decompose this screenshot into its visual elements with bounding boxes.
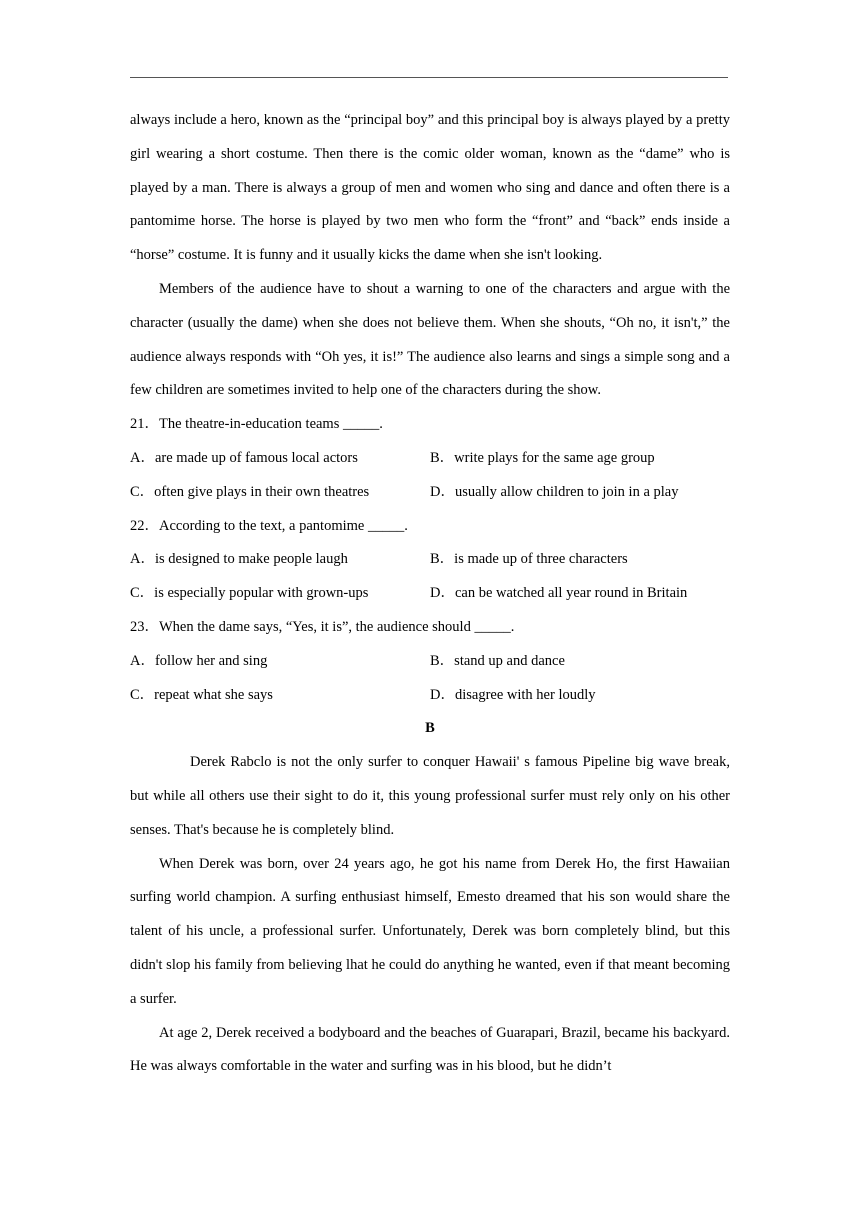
question-stem: 22．According to the text, a pantomime _____. bbox=[130, 517, 408, 534]
header-rule bbox=[130, 77, 728, 78]
option-d: D．can be watched all year round in Britain bbox=[430, 585, 688, 602]
option-c: C．repeat what she says bbox=[130, 686, 273, 703]
passage-a-paragraph-2: Members of the audience have to shout a warning to one of the characters and argue with the character (usually the dame) when she does not believe them. When she shouts, “Oh no, it isn't,” the audience always responds with “Oh yes, it is!” The audience also learns and sings a simple song and a few children are sometimes invited to help one of the characters during the show. bbox=[130, 280, 730, 399]
option-b: B．is made up of three characters bbox=[430, 551, 628, 568]
option-d: D．disagree with her loudly bbox=[430, 686, 596, 703]
passage-b-paragraph-1: Derek Rabclo is not the only surfer to conquer Hawaii' s famous Pipeline big wave break, but while all others use their sight to do it, this young professional surfer must rely only on his other senses. That's because he is completely blind. bbox=[130, 754, 730, 838]
option-a: A．is designed to make people laugh bbox=[130, 551, 348, 568]
passage-b-paragraph-3: At age 2, Derek received a bodyboard and the beaches of Guarapari, Brazil, became his backyard. He was always comfortable in the water and surfing was in his blood, but he didn’t bbox=[130, 1024, 730, 1075]
option-b: B．stand up and dance bbox=[430, 652, 565, 669]
option-a: A．are made up of famous local actors bbox=[130, 449, 358, 466]
question-stem: 23．When the dame says, “Yes, it is”, the audience should _____. bbox=[130, 618, 515, 635]
option-a: A．follow her and sing bbox=[130, 652, 268, 669]
passage-b-paragraph-2: When Derek was born, over 24 years ago, he got his name from Derek Ho, the first Hawaiian surfing world champion. A surfing enthusiast himself, Emesto dreamed that his son would share the talent of his uncle, a professional surfer. Unfortunately, Derek was born completely blind, but this didn't slop his family from believing lhat he could do anything he wanted, even if that meant becoming a surfer. bbox=[130, 855, 730, 1007]
option-b: B．write plays for the same age group bbox=[430, 449, 655, 466]
section-b-title: B bbox=[425, 720, 435, 737]
option-c: C．is especially popular with grown-ups bbox=[130, 585, 369, 602]
option-d: D．usually allow children to join in a play bbox=[430, 483, 679, 500]
question-21 bbox=[130, 408, 730, 509]
question-22 bbox=[130, 510, 730, 611]
option-c: C．often give plays in their own theatres bbox=[130, 483, 370, 500]
question-23 bbox=[130, 611, 730, 712]
question-stem: 21．The theatre-in-education teams _____. bbox=[130, 416, 383, 433]
document-body bbox=[130, 104, 730, 1084]
passage-a-paragraph-1: always include a hero, known as the “principal boy” and this principal boy is always played by a pretty girl wearing a short costume. Then there is the comic older woman, known as the “dame” who is played by a man. There is always a group of men and women who sing and dance and often there is a pantomime horse. The horse is played by two men who form the “front” and “back” ends inside a “horse” costume. It is funny and it usually kicks the dame when she isn't looking. bbox=[130, 112, 730, 264]
